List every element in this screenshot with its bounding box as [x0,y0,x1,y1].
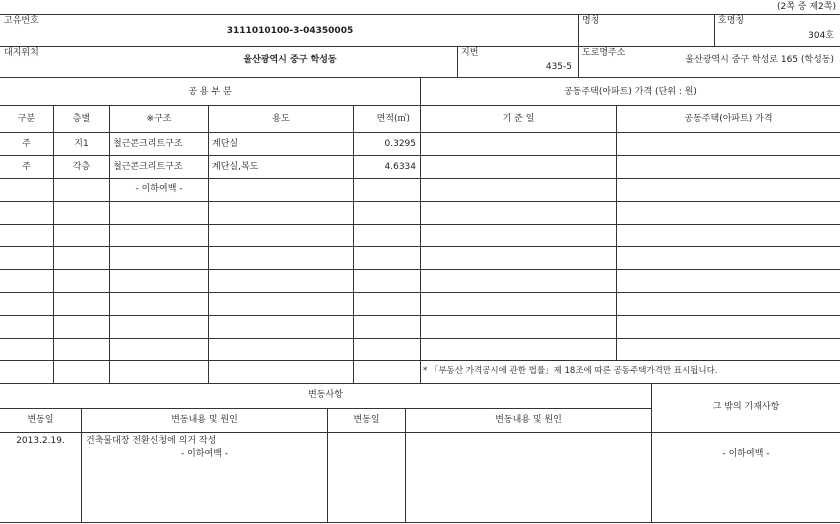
row2-structure: 철근콘크리트구조 [113,162,183,172]
col-type: 구분 [17,114,36,124]
col-use: 용도 [272,114,290,124]
change-section-title: 변동사항 [308,390,343,400]
row2-floor: 각층 [72,162,91,172]
row1-use: 계단실 [212,139,239,149]
change-col-content-1: 변동내용 및 원인 [171,415,238,425]
change-col-content-2: 변동내용 및 원인 [495,415,562,425]
lot-value: 435-5 [545,62,572,72]
location-label: 대지위치 [4,48,39,58]
name-label: 명칭 [582,16,600,26]
change-col-date-1: 변동일 [27,415,54,425]
row1-floor: 지1 [74,139,89,149]
price-section-title: 공동주택(아파트) 가격 (단위 : 원) [564,87,697,97]
col-floor: 층별 [72,114,91,124]
road-value: 울산광역시 중구 학성로 165 (학성동) [685,55,834,65]
change-col-date-2: 변동일 [353,415,380,425]
lot-label: 지번 [461,48,479,58]
shared-end-note: - 이하여백 - [135,184,183,194]
row1-type: 주 [22,139,31,149]
other-items-title: 그 밖의 기재사항 [712,402,780,412]
change-end-note: - 이하여백 - [181,449,228,459]
row1-area: 0.3295 [384,139,416,149]
row2-use: 계단실,복도 [212,162,259,172]
other-items-end-note: - 이하여백 - [722,449,770,459]
col-base-date: 기 준 일 [502,114,535,124]
location-value: 울산광역시 중구 학성동 [243,55,337,65]
row2-type: 주 [22,162,31,172]
row2-area: 4.6334 [384,162,416,172]
col-structure: ※구조 [146,114,172,124]
price-footnote: * 「부동산 가격공시에 관한 법률」제 18조에 따른 공동주택가격만 표시됩니다. [423,366,718,376]
row1-structure: 철근콘크리트구조 [113,139,183,149]
shared-section-title: 공 용 부 분 [188,87,232,97]
unique-no-label: 고유번호 [4,16,39,26]
unit-value: 304호 [808,31,834,41]
page-indicator: (2쪽 중 제2쪽) [777,2,836,12]
unit-label: 호명칭 [718,16,745,26]
unique-no-value: 3111010100-3-04350005 [226,26,354,36]
col-apartment-price: 공동주택(아파트) 가격 [684,114,773,124]
change-entry-date: 2013.2.19. [16,436,65,446]
change-entry-content: 건축물대장 전환신청에 의거 작성 [86,436,217,446]
col-area: 면적(㎡) [376,114,410,124]
road-label: 도로명주소 [582,48,626,58]
